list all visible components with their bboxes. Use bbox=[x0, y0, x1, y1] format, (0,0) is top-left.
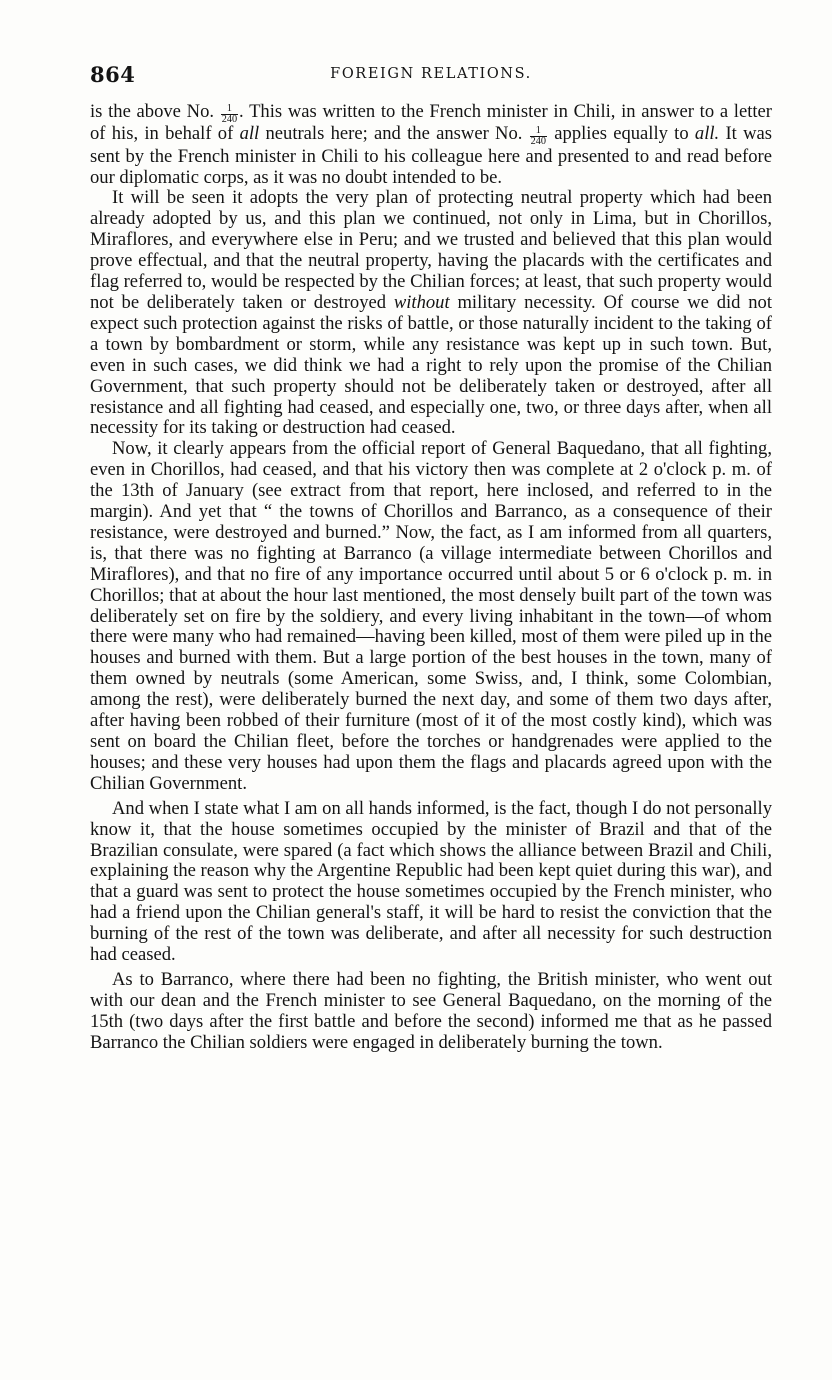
italic-text: all. bbox=[694, 123, 720, 145]
fraction-denominator: 240 bbox=[530, 135, 546, 147]
fraction-1-240 bbox=[530, 126, 547, 146]
text-run: applies equally to bbox=[548, 123, 695, 145]
italic-text: all bbox=[239, 123, 260, 145]
fraction-1-240 bbox=[221, 104, 238, 124]
paragraph-1 bbox=[90, 102, 772, 188]
text-run: is the above No. bbox=[90, 101, 220, 122]
paragraph-2 bbox=[90, 188, 772, 439]
running-head: FOREIGN RELATIONS. bbox=[330, 66, 532, 82]
fraction-denominator: 240 bbox=[221, 113, 238, 125]
text-run: military necessity. Of course we did not expect such protection against the risks of battle, or those naturally incident to the taking of a town by bombardment or storm, while any resistance was kept up in such town. But, even in such cases, we did think we had a right to rely upon the promise of the Chilian Government, that such property should not be deliberately taken or destroyed, after all resistance and all fighting had ceased, and especially one, two, or three days after, when all necessity for its taking or destruction had ceased. bbox=[90, 291, 772, 439]
text-run: It was sent by the French minister in Chili to his colleague here and presented to and read before our diplomatic corps, as it was no doubt intended to be. bbox=[90, 123, 773, 188]
paragraph-3: Now, it clearly appears from the official report of General Baquedano, that all fighting, even in Chorillos, had ceased, and that his victory then was complete at 2 o'clock p. m. of the 13th of January (see extract from that report, here inclosed, and referred to in the margin). And yet that “ the towns of Chorillos and Barranco, as a consequence of their resistance, were destroyed and burned.” Now, the fact, as I am informed from all quarters, is, that there was no fighting at Barranco (a village intermediate between Chorillos and Miraflores), and that no fire of any importance occurred until about 5 or 6 o'clock p. m. in Chorillos; that at about the hour last mentioned, the most densely built part of the town was deliberately set on fire by the soldiery, and every living inhabitant in the town—of whom there were many who had remained—having been killed, most of them were piled up in the houses and burned with them. But a large portion of the best houses in the town, many of them owned by neutrals (some American, some Swiss, and, I think, some Colombian, among the rest), were deliberately burned the next day, and some of them two days after, after having been robbed of their furniture (most of it of the most costly kind), which was sent on board the Chilian fleet, before the torches or handgrenades were applied to the houses; and these very houses had upon them the flags and placards agreed upon with the Chilian Government. bbox=[90, 438, 772, 794]
body-text bbox=[90, 102, 772, 1054]
text-run: . This was written to the French minister in Chili, in answer to a letter of his, in behalf of bbox=[90, 101, 772, 145]
text-run: neutrals here; and the answer No. bbox=[259, 123, 529, 145]
page-header bbox=[90, 62, 772, 90]
italic-text: without bbox=[393, 291, 450, 313]
fraction-numerator: 1 bbox=[221, 104, 238, 115]
paragraph-5: As to Barranco, where there had been no fighting, the British minister, who went out with our dean and the French minister to see General Baquedano, on the morning of the 15th (two days after the first battle and before the second) informed me that as he passed Barranco the Chilian soldiers were engaged in deliberately burning the town. bbox=[90, 968, 772, 1053]
page-number: 864 bbox=[90, 62, 136, 87]
fraction-numerator: 1 bbox=[530, 126, 547, 137]
text-run: It will be seen it adopts the very plan of protecting neutral property which had been already adopted by us, and this plan we continued, not only in Lima, but in Chorillos, Miraflores, and everywhere else in Peru; and we trusted and believed that this plan would prove effectual, and that the neutral property, having the placards with the certificates and flag referred to, would be respected by the Chilian forces; at least, that such property would not be deliberately taken or destroyed bbox=[90, 187, 772, 313]
paragraph-4: And when I state what I am on all hands informed, is the fact, though I do not personally know it, that the house sometimes occupied by the minister of Brazil and that of the Brazilian consulate, were spared (a fact which shows the alliance between Brazil and Chili, explaining the reason why the Argentine Republic had been kept quiet during this war), and that a guard was sent to protect the house sometimes occupied by the French minister, who had a friend upon the Chilian general's staff, it will be hard to resist the conviction that the burning of the rest of the town was deliberate, and after all necessity for such destruction had ceased. bbox=[90, 797, 772, 966]
